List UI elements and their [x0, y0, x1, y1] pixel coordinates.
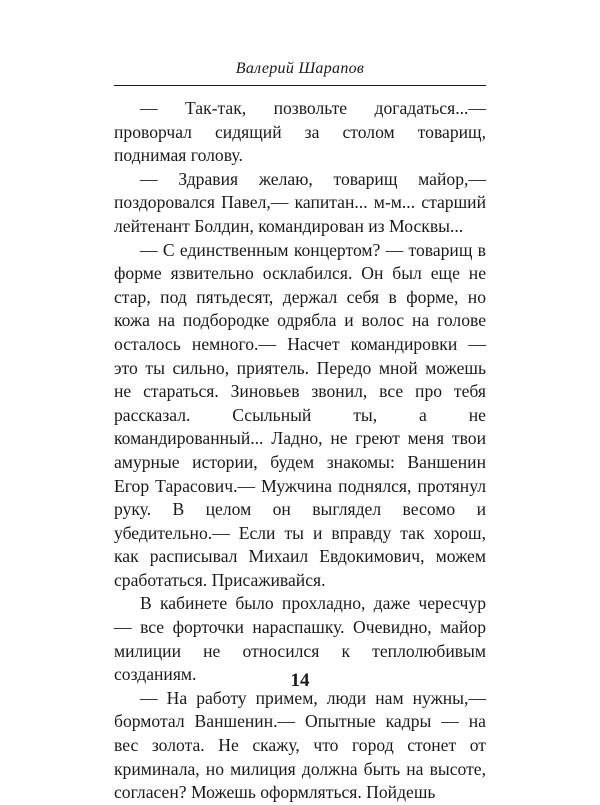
paragraph: — С единственным концертом? — товарищ в форме язвительно осклабился. Он был еще не стар, под пятьдесят, держал себя в форме, но кожа на подбородке одрябла и волос на голове осталось немного.— Насчет командировки — это ты сильно, приятель. Передо мной можешь не стараться. Зиновьев звонил, все про тебя рассказал. Ссыльный ты, а не командированный... Ладно, не греют меня твои амурные истории, будем знакомы: Ваншенин Егор Тарасович.— Мужчина поднялся, протянул руку. В целом он выглядел весомо и убедительно.— Если ты и вправду так хорош, как расписывал Михаил Евдокимович, можем сработаться. Присаживайся.	[114, 239, 486, 590]
paragraph: — На работу примем, люди нам нужны,— бормотал Ваншенин.— Опытные кадры — на вес золота. Не скажу, что город стонет от криминала, но милиция должна быть на высоте, согласен? Можешь оформляться. Пойдешь	[114, 687, 486, 803]
paragraph: — Здравия желаю, товарищ майор,— поздоровался Павел,— капитан... м-м... старший лейтенант Болдин, командирован из Москвы...	[114, 168, 486, 236]
page-number: 14	[290, 670, 310, 691]
header-rule	[114, 85, 486, 86]
paragraph: В кабинете было прохладно, даже чересчур — все форточки нараспашку. Очевидно, майор милиции не относился к теплолюбивым созданиям.	[114, 593, 486, 685]
body-text	[114, 97, 486, 805]
paragraph: — Так-так, позвольте догадаться...— проворчал сидящий за столом товарищ, поднимая голову.	[114, 98, 486, 166]
running-head-author: Валерий Шарапов	[235, 60, 365, 77]
